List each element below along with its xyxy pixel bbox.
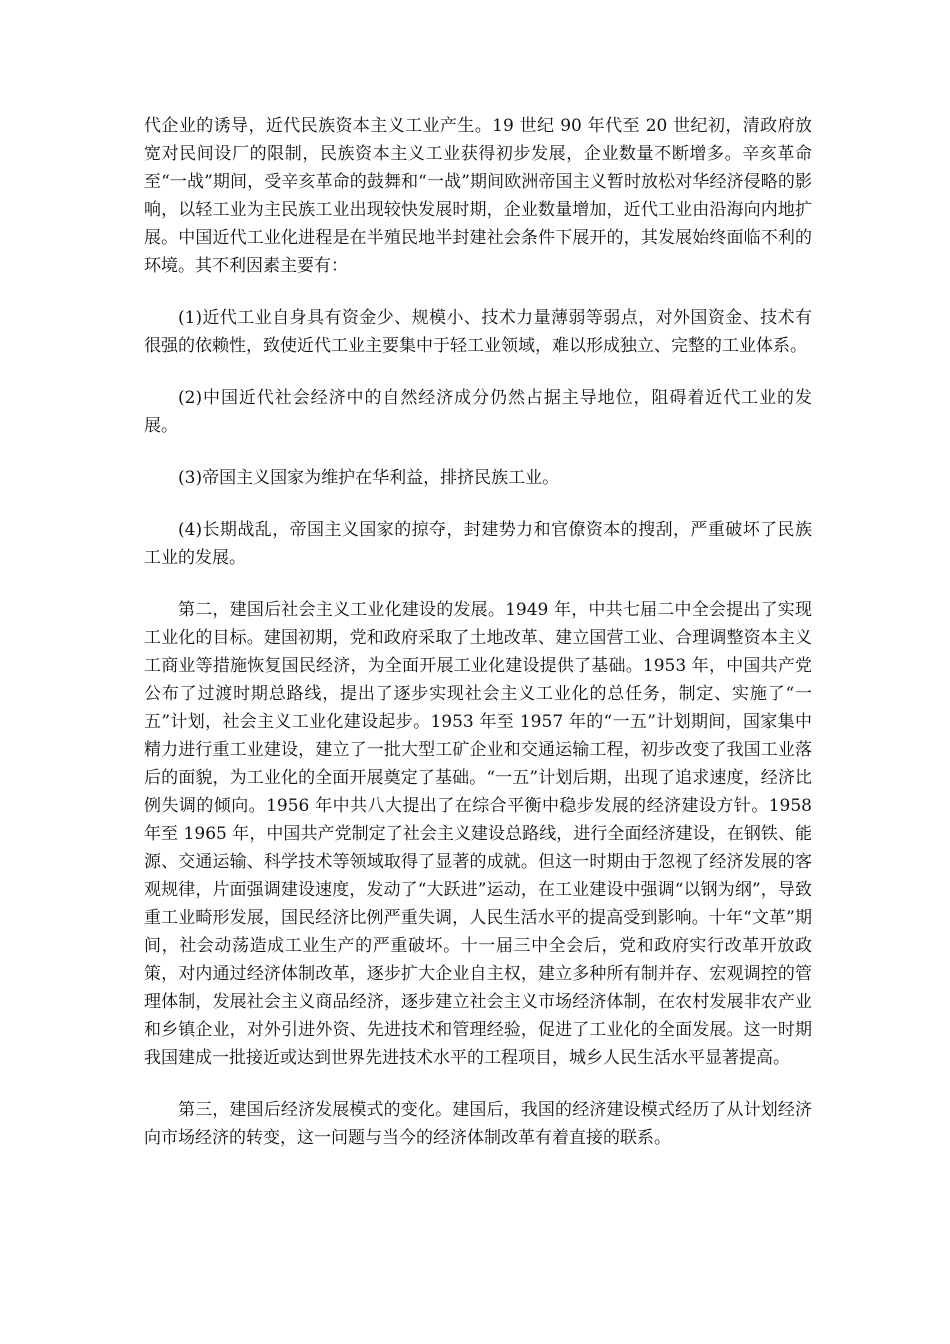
paragraph-second-section: 第二，建国后社会主义工业化建设的发展。1949 年，中共七届二中全会提出了实现工业化的目标。建国初期，党和政府采取了土地改革、建立国营工业、合理调整资本主义工商业等措施恢复国民经济，为全面开展工业化建设提供了基础。1953 年，中国共产党公布了过渡时期总路线，提出了逐步实现社会主义工业化的总任务，制定、实施了“一五”计划，社会主义工业化建设起步。1953 年至 1957 年的“一五”计划期间，国家集中精力进行重工业建设，建立了一批大型工矿企业和交通运输工程，初步改变了我国工业落后的面貌，为工业化的全面开展奠定了基础。“一五”计划后期，出现了追求速度，经济比例失调的倾向。1956 年中共八大提出了在综合平衡中稳步发展的经济建设方针。1958 年至 1965 年，中国共产党制定了社会主义建设总路线，进行全面经济建设，在钢铁、能源、交通运输、科学技术等领域取得了显著的成就。但这一时期由于忽视了经济发展的客观规律，片面强调建设速度，发动了“大跃进”运动，在工业建设中强调“以钢为纲”，导致重工业畸形发展，国民经济比例严重失调，人民生活水平的提高受到影响。十年“文革”期间，社会动荡造成工业生产的严重破坏。十一届三中全会后，党和政府实行改革开放政策，对内通过经济体制改革，逐步扩大企业自主权，建立多种所有制并存、宏观调控的管理体制，发展社会主义商品经济，逐步建立社会主义市场经济体制，在农村发展非农产业和乡镇企业，对外引进外资、先进技术和管理经验，促进了工业化的全面发展。这一时期我国建成一批接近或达到世界先进技术水平的工程项目，城乡人民生活水平显著提高。 (144, 600, 812, 1068)
paragraph-factor-1: (1)近代工业自身具有资金少、规模小、技术力量薄弱等弱点，对外国资金、技术有很强的依赖性，致使近代工业主要集中于轻工业领域，难以形成独立、完整的工业体系。 (144, 308, 812, 356)
paragraph-factor-4: (4)长期战乱，帝国主义国家的掠夺，封建势力和官僚资本的搜刮，严重破坏了民族工业的发展。 (144, 520, 812, 568)
paragraph-intro: 代企业的诱导，近代民族资本主义工业产生。19 世纪 90 年代至 20 世纪初，清政府放宽对民间设厂的限制，民族资本主义工业获得初步发展，企业数量不断增多。辛亥革命至“一战”期间，受辛亥革命的鼓舞和“一战”期间欧洲帝国主义暂时放松对华经济侵略的影响，以轻工业为主民族工业出现较快发展时期，企业数量增加，近代工业由沿海向内地扩展。中国近代工业化进程是在半殖民地半封建社会条件下展开的，其发展始终面临不利的环境。其不利因素主要有： (144, 116, 812, 276)
paragraph-third-section: 第三，建国后经济发展模式的变化。建国后，我国的经济建设模式经历了从计划经济向市场经济的转变，这一问题与当今的经济体制改革有着直接的联系。 (144, 1100, 812, 1148)
document-body (144, 112, 812, 1176)
paragraph-factor-3: (3)帝国主义国家为维护在华利益，排挤民族工业。 (178, 468, 560, 488)
paragraph-factor-2: (2)中国近代社会经济中的自然经济成分仍然占据主导地位，阻碍着近代工业的发展。 (144, 388, 812, 436)
